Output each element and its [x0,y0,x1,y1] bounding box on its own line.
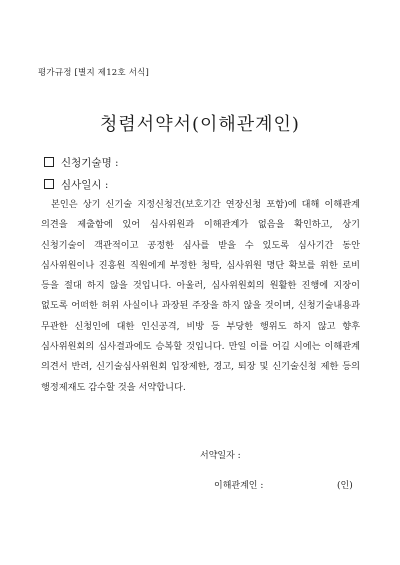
form-reference-note: 평가규정 [별지 제12호 서식] [38,68,150,78]
technology-name-label: 신청기술명 : [61,157,119,169]
checkbox-square-icon [44,179,54,189]
seal-mark: (인) [337,481,353,491]
technology-name-field [44,155,119,170]
review-date-field [44,177,108,192]
pledge-body [41,195,360,398]
pledge-body-text: 본인은 상기 신기술 지정신청건(보호기간 연장신청 포함)에 대해 이해관계 의견을 제출함에 있어 심사위원과 이해관계가 없음을 확인하고, 상기 신청기술이 객관적이고 공정한 심사를 받을 수 있도록 심사기간 동안 심사위원이나 진흥원 직원에게 부정한 청탁, 심사위원 명단 확보를 위한 로비 등을 절대 하지 않을 것입니다. 아울러, 심사위원회의 원활한 진행에 지장이 없도록 어떠한 허위 사실이나 과장된 주장을 하지 않을 것이며, 신청기술내용과 무관한 신청인에 대한 인신공격, 비방 등 부당한 행위도 하지 않고 향후 심사위원회의 심사결과에도 승복할 것입니다. 만일 이를 어길 시에는 이해관계 의견서 반려, 신기술심사위원회 입장제한, 경고, 퇴장 및 신기술신청 제한 등의 행정제재도 감수할 것을 서약합니다. [41,199,360,393]
document-title: 청렴서약서(이해관계인) [100,114,300,135]
interested-party-label: 이해관계인 : [214,481,264,491]
pledge-date-label: 서약일자 : [200,451,241,461]
checkbox-square-icon [44,157,54,167]
review-date-label: 심사일시 : [61,179,109,191]
